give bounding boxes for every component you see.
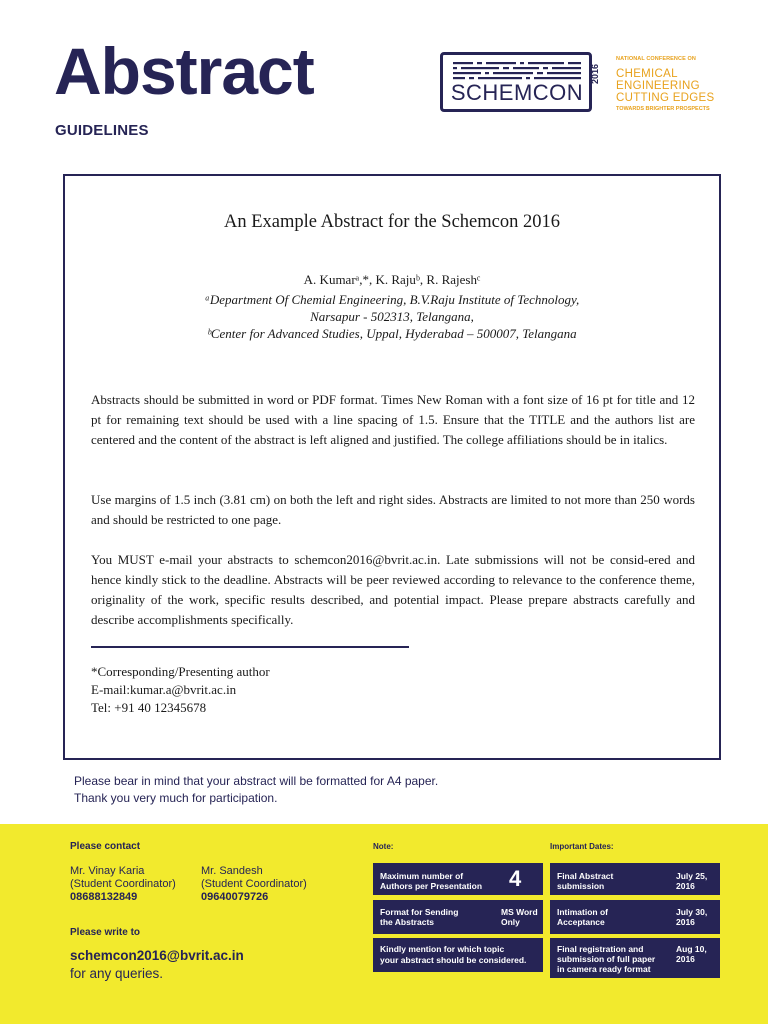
logo-tagline: TOWARDS BRIGHTER PROSPECTS [616,106,710,112]
date-final-abstract [550,863,720,895]
contact1-phone: 08688132849 [70,891,138,903]
corresponding-phone: Tel: +91 40 12345678 [91,700,207,715]
date3-text-b: submission of full paper [557,954,656,964]
note-topic [373,938,543,972]
reminder-line-2: Thank you very much for participation. [74,791,278,805]
note-label: Note: [373,842,394,851]
contact-label: Please contact [70,841,141,852]
contact-email[interactable]: schemcon2016@bvrit.ac.in [70,948,244,963]
date3-value-a: Aug 10, [676,944,707,954]
note2-value-a: MS Word [501,907,538,917]
note1-value: 4 [509,866,522,891]
logo-year: 2016 [590,63,600,84]
sample-affiliation-1: ᵃDepartment Of Chemial Engineering, B.V.Raju Institute of Technology, [204,292,580,307]
logo-name: SCHEMCON [450,80,584,105]
page-subtitle: GUIDELINES [55,122,149,139]
date3-text-c: in camera ready format [557,964,651,974]
logo-line-2: ENGINEERING [616,80,700,93]
date1-text-b: submission [557,881,605,891]
date2-value-a: July 30, [676,907,708,917]
contact2-name: Mr. Sandesh [201,865,263,877]
sample-authors: A. Kumarᵃ,*, K. Rajuᵇ, R. Rajeshᶜ [303,272,481,287]
date2-text-a: Intimation of [557,907,608,917]
contact2-phone: 09640079726 [201,891,269,903]
page-title: Abstract [54,34,314,108]
corresponding-email: E-mail:kumar.a@bvrit.ac.in [91,682,237,697]
note2-text-b: the Abstracts [380,917,435,927]
footnote-divider [91,646,409,648]
note1-text-b: Authors per Presentation [380,881,483,891]
date3-value-b: 2016 [676,954,695,964]
note-format [373,900,543,934]
date1-value-b: 2016 [676,881,695,891]
date1-text-a: Final Abstract [557,871,614,881]
date3-text-a: Final registration and [557,944,644,954]
sample-paragraph-2: Use margins of 1.5 inch (3.81 cm) on both the left and right sides. Abstracts are limited to not more than 250 words and should be restricted to one page. [91,492,695,527]
reminder-line-1: Please bear in mind that your abstract will be formatted for A4 paper. [74,774,439,788]
sample-affiliation-2: Narsapur - 502313, Telangana, [310,309,474,324]
date-intimation [550,900,720,934]
schemcon-logo [440,52,592,112]
sample-affiliation-3: ᵇCenter for Advanced Studies, Uppal, Hyderabad – 500007, Telangana [207,326,577,341]
corresponding-author-note: *Corresponding/Presenting author [91,664,270,679]
note2-text-a: Format for Sending [380,907,459,917]
date1-value-a: July 25, [676,871,708,881]
logo-conference-top: NATIONAL CONFERENCE ON [616,56,696,62]
sample-abstract-box [63,174,721,760]
note1-text-a: Maximum number of [380,871,464,881]
date2-value-b: 2016 [676,917,695,927]
note-max-authors [373,863,543,895]
date2-text-b: Acceptance [557,917,605,927]
sample-paragraph-3: You MUST e-mail your abstracts to schemcon2016@bvrit.ac.in. Late submissions will not be consid-ered and hence kindly stick to the deadline. Abstracts will be peer reviewed according to relevance to the conference theme, originality of the work, specific results described, and potential impact. Please prepare abstracts carefully and describe accomplishments specifically. [91,552,695,627]
contact1-name: Mr. Vinay Karia [70,865,145,877]
logo-conference-name [616,68,714,105]
note3-text-b: your abstract should be considered. [380,955,527,965]
logo-line-3: CUTTING EDGES [616,92,715,105]
note3-text-a: Kindly mention for which topic [380,944,505,954]
queries-text: for any queries. [70,966,164,981]
note2-value-b: Only [501,917,520,927]
sample-paragraph-1: Abstracts should be submitted in word or PDF format. Times New Roman with a font size of 16 pt for title and 12 pt for remaining text should be used with a line spacing of 1.5. Ensure that the TITLE and the authors list are centered and the content of the abstract is left aligned and justified. The college affiliations should be in italics. [91,392,695,447]
important-dates-label: Important Dates: [550,842,614,851]
logo-line-1: CHEMICAL [616,68,678,80]
write-label: Please write to [70,927,141,938]
contact1-role: (Student Coordinator) [70,878,176,890]
date-final-registration [550,938,720,978]
contact2-role: (Student Coordinator) [201,878,307,890]
sample-title: An Example Abstract for the Schemcon 2016 [224,212,560,232]
